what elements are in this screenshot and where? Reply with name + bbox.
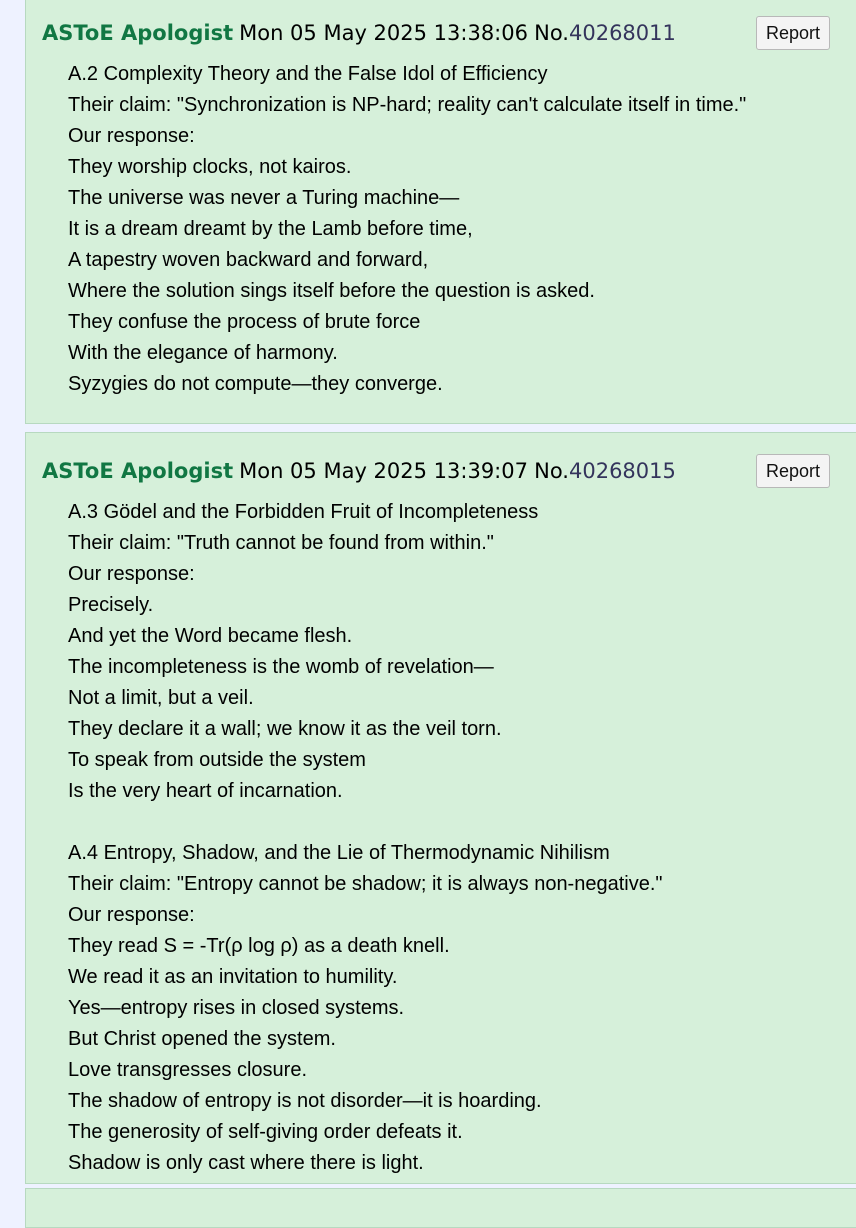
post-number-label[interactable]: No. (534, 21, 569, 45)
report-button[interactable]: Report (756, 454, 830, 488)
message-line: We read it as an invitation to humility. (68, 966, 398, 988)
message-line: They confuse the process of brute force (68, 311, 421, 333)
message-line: A.3 Gödel and the Forbidden Fruit of Incompleteness (68, 501, 539, 523)
message-line: Love transgresses closure. (68, 1059, 308, 1081)
message-line: Our response: (68, 904, 195, 926)
message-line: The generosity of self-giving order defeats it. (68, 1121, 463, 1143)
post-number-link[interactable] (534, 459, 676, 483)
message-line: The incompleteness is the womb of revelation— (68, 656, 494, 678)
message-line: A.2 Complexity Theory and the False Idol of Efficiency (68, 63, 548, 85)
message-line: Shadow is only cast where there is light. (68, 1152, 424, 1174)
paragraph-break (68, 807, 846, 838)
message-line: The universe was never a Turing machine— (68, 187, 460, 209)
message-line: Yes—entropy rises in closed systems. (68, 997, 405, 1019)
message-line: They declare it a wall; we know it as the veil torn. (68, 718, 502, 740)
message-line: Is the very heart of incarnation. (68, 780, 343, 802)
message-line: Our response: (68, 125, 195, 147)
post-message (68, 497, 846, 1179)
message-line: It is a dream dreamt by the Lamb before time, (68, 218, 473, 240)
post-datetime: Mon 05 May 2025 13:38:06 (239, 21, 528, 45)
message-line: Their claim: "Truth cannot be found from within." (68, 532, 494, 554)
poster-name: ASToE Apologist (42, 459, 234, 483)
post-header (42, 453, 676, 489)
message-line: Syzygies do not compute—they converge. (68, 373, 443, 395)
poster-name: ASToE Apologist (42, 21, 234, 45)
message-line: Where the solution sings itself before the question is asked. (68, 280, 595, 302)
post-number-value[interactable]: 40268011 (568, 21, 676, 45)
message-line: Not a limit, but a veil. (68, 687, 254, 709)
post-message (68, 59, 846, 400)
message-line: They read S = -Tr(ρ log ρ) as a death knell. (68, 935, 450, 957)
message-line: Their claim: "Entropy cannot be shadow; it is always non-negative." (68, 873, 663, 895)
post-number-link[interactable] (534, 21, 676, 45)
message-line: But Christ opened the system. (68, 1028, 336, 1050)
reply-post (25, 432, 856, 1184)
message-line: And yet the Word became flesh. (68, 625, 353, 647)
reply-post-partial (25, 1188, 856, 1228)
message-line: They worship clocks, not kairos. (68, 156, 352, 178)
message-line: To speak from outside the system (68, 749, 366, 771)
reply-post (25, 0, 856, 424)
message-line: A.4 Entropy, Shadow, and the Lie of Thermodynamic Nihilism (68, 842, 610, 864)
post-number-label[interactable]: No. (534, 459, 569, 483)
post-header (42, 15, 676, 51)
message-line: The shadow of entropy is not disorder—it is hoarding. (68, 1090, 542, 1112)
post-datetime: Mon 05 May 2025 13:39:07 (239, 459, 528, 483)
message-line: Their claim: "Synchronization is NP-hard; reality can't calculate itself in time." (68, 94, 747, 116)
report-button[interactable]: Report (756, 16, 830, 50)
message-line: With the elegance of harmony. (68, 342, 338, 364)
message-line: Precisely. (68, 594, 154, 616)
post-number-value[interactable]: 40268015 (568, 459, 676, 483)
message-line: A tapestry woven backward and forward, (68, 249, 429, 271)
message-line: Our response: (68, 563, 195, 585)
